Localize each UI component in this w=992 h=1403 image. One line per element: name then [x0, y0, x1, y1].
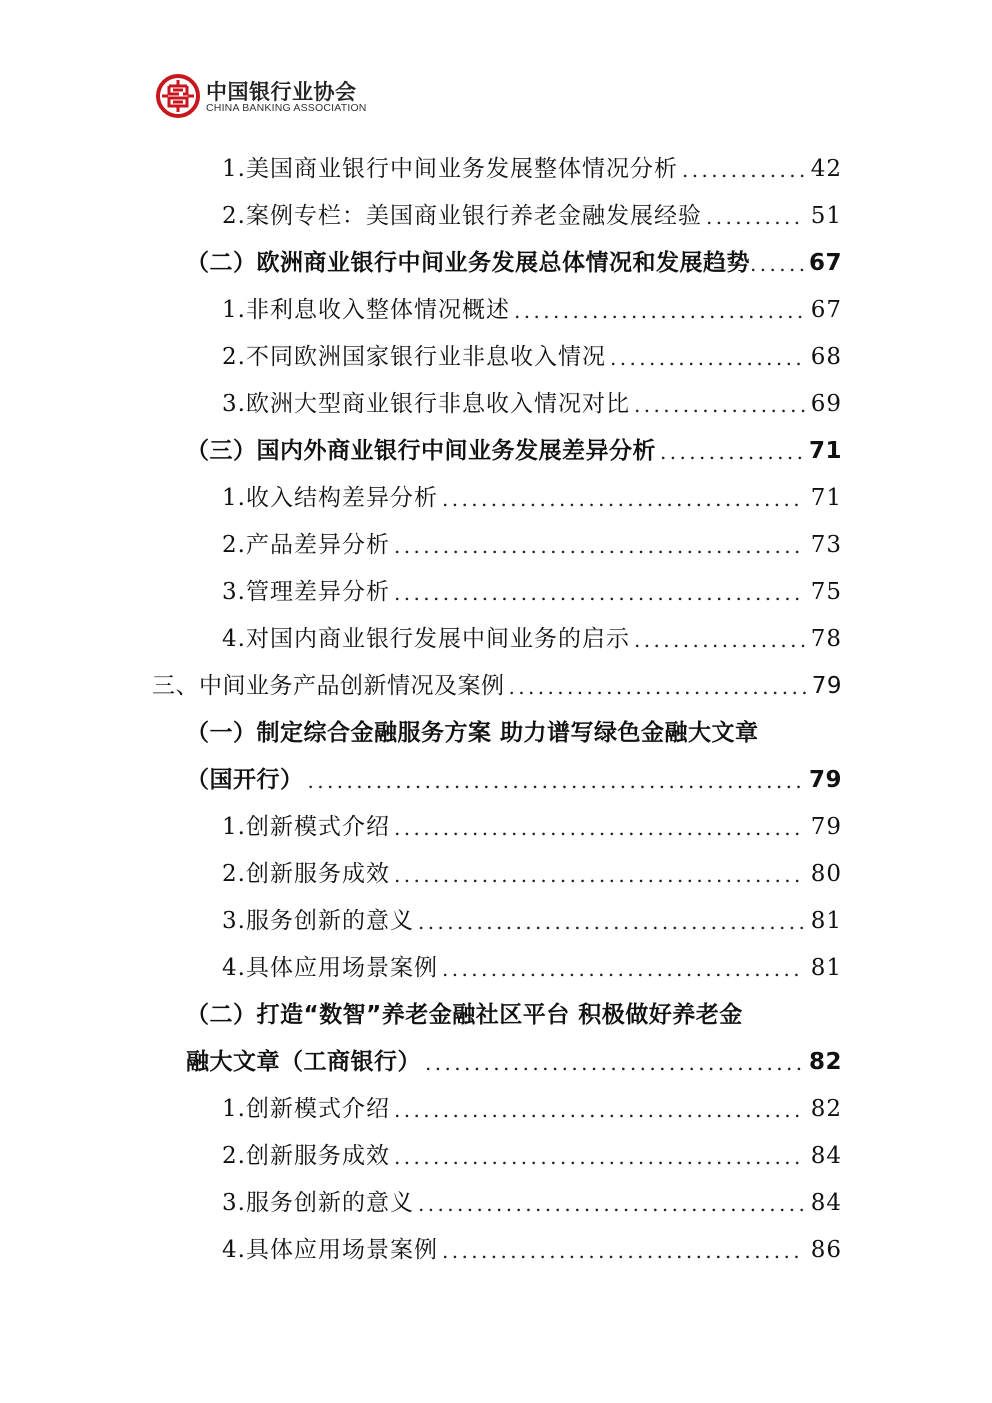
toc-leader [394, 860, 805, 890]
cba-logo-icon [156, 74, 200, 118]
toc-entry[interactable] [186, 991, 842, 1031]
toc-entry[interactable] [222, 568, 842, 608]
toc-leader [514, 296, 805, 326]
toc-entry-page: 84 [810, 1190, 842, 1216]
toc-leader [682, 155, 805, 185]
toc-entry-text: 4.具体应用场景案例 [222, 955, 438, 981]
toc-entry-page: 81 [810, 908, 842, 934]
toc-leader [394, 531, 805, 561]
toc-leader [418, 1189, 805, 1219]
toc-entry-text: （一）制定综合金融服务方案 助力谱写绿色金融大文章 [186, 720, 759, 746]
toc-entry-page: 51 [810, 203, 842, 229]
toc-entry-page: 75 [810, 579, 842, 605]
toc-entry-text: 3.欧洲大型商业银行非息收入情况对比 [222, 391, 630, 417]
toc-leader [442, 484, 805, 514]
toc-entry[interactable] [222, 1179, 842, 1219]
toc-entry[interactable] [222, 1226, 842, 1266]
org-name-cn: 中国银行业协会 [206, 80, 357, 104]
toc-entry[interactable] [222, 192, 842, 232]
toc-entry-text: （国开行） [186, 767, 304, 793]
toc-entry[interactable] [222, 1132, 842, 1172]
toc-entry[interactable] [186, 427, 842, 467]
toc-entry[interactable] [222, 521, 842, 561]
toc-entry-text: （二）打造“数智”养老金融社区平台 积极做好养老金 [186, 1002, 743, 1028]
toc-entry-text: 三、中间业务产品创新情况及案例 [152, 673, 505, 699]
toc-entry-text: 2.产品差异分析 [222, 532, 390, 558]
toc-leader [660, 437, 803, 467]
toc-entry-text: 2.创新服务成效 [222, 861, 390, 887]
toc-entry-page: 86 [810, 1237, 842, 1263]
toc-entry-text: （三）国内外商业银行中间业务发展差异分析 [186, 438, 656, 464]
toc-entry[interactable] [222, 474, 842, 514]
toc-entry-page: 71 [810, 485, 842, 511]
toc-entry-text: 3.服务创新的意义 [222, 908, 414, 934]
toc-leader [634, 390, 805, 420]
toc-leader [394, 578, 805, 608]
toc-leader [394, 813, 805, 843]
toc-entry-page: 42 [810, 156, 842, 182]
toc-entry[interactable] [186, 239, 842, 279]
toc-entry[interactable] [222, 897, 842, 937]
toc-entry-text: 4.具体应用场景案例 [222, 1237, 438, 1263]
toc-leader [610, 343, 805, 373]
toc-entry-page: 73 [810, 532, 842, 558]
toc-entry-text: 1.收入结构差异分析 [222, 485, 438, 511]
toc-entry-page: 81 [810, 955, 842, 981]
toc-leader [394, 1095, 805, 1125]
toc-leader [394, 1142, 805, 1172]
toc-entry-text: 融大文章（工商银行） [186, 1049, 421, 1075]
toc-entry-text: 1.非利息收入整体情况概述 [222, 297, 510, 323]
toc-entry-text: 3.服务创新的意义 [222, 1190, 414, 1216]
toc-entry-page: 79 [811, 673, 842, 699]
toc-leader [750, 249, 809, 279]
toc-entry-page: 82 [810, 1096, 842, 1122]
toc-entry-text: 2.案例专栏：美国商业银行养老金融发展经验 [222, 203, 702, 229]
toc-entry-page: 79 [808, 767, 842, 793]
toc-entry[interactable] [222, 944, 842, 984]
toc-entry-page: 82 [808, 1049, 842, 1075]
toc-entry-page: 84 [810, 1143, 842, 1169]
toc-leader [418, 907, 805, 937]
toc-entry-text: （二）欧洲商业银行中间业务发展总体情况和发展趋势 [186, 250, 750, 276]
toc-entry[interactable] [186, 709, 842, 749]
toc-entry-page: 71 [808, 438, 842, 464]
toc-entry[interactable] [186, 756, 842, 796]
toc-leader [442, 1236, 805, 1266]
toc-entry-text: 4.对国内商业银行发展中间业务的启示 [222, 626, 630, 652]
toc-entry-page: 68 [810, 344, 842, 370]
toc-entry-text: 3.管理差异分析 [222, 579, 390, 605]
org-name-en: CHINA BANKING ASSOCIATION [206, 102, 367, 114]
toc-leader [634, 625, 805, 655]
toc-entry-text: 2.创新服务成效 [222, 1143, 390, 1169]
toc-leader [425, 1048, 803, 1078]
toc-entry-page: 79 [810, 814, 842, 840]
toc-entry[interactable] [152, 662, 842, 702]
toc-entry[interactable] [222, 286, 842, 326]
toc-entry-page: 80 [810, 861, 842, 887]
toc-entry-page: 69 [810, 391, 842, 417]
toc-entry-page: 78 [810, 626, 842, 652]
toc-entry[interactable] [222, 380, 842, 420]
toc-leader [308, 766, 803, 796]
toc-entry[interactable] [222, 803, 842, 843]
toc-entry-text: 1.创新模式介绍 [222, 1096, 390, 1122]
toc-leader [706, 202, 805, 232]
toc-leader [509, 672, 806, 702]
toc-entry-page: 67 [810, 297, 842, 323]
toc-leader [442, 954, 805, 984]
toc-entry[interactable] [222, 333, 842, 373]
toc-entry-page: 67 [808, 250, 842, 276]
toc-entry[interactable] [222, 145, 842, 185]
toc-entry-text: 1.创新模式介绍 [222, 814, 390, 840]
toc-entry-text: 2.不同欧洲国家银行业非息收入情况 [222, 344, 606, 370]
toc-entry[interactable] [222, 850, 842, 890]
toc-entry[interactable] [222, 615, 842, 655]
toc-entry-text: 1.美国商业银行中间业务发展整体情况分析 [222, 156, 678, 182]
toc-entry[interactable] [222, 1085, 842, 1125]
toc-entry[interactable] [186, 1038, 842, 1078]
